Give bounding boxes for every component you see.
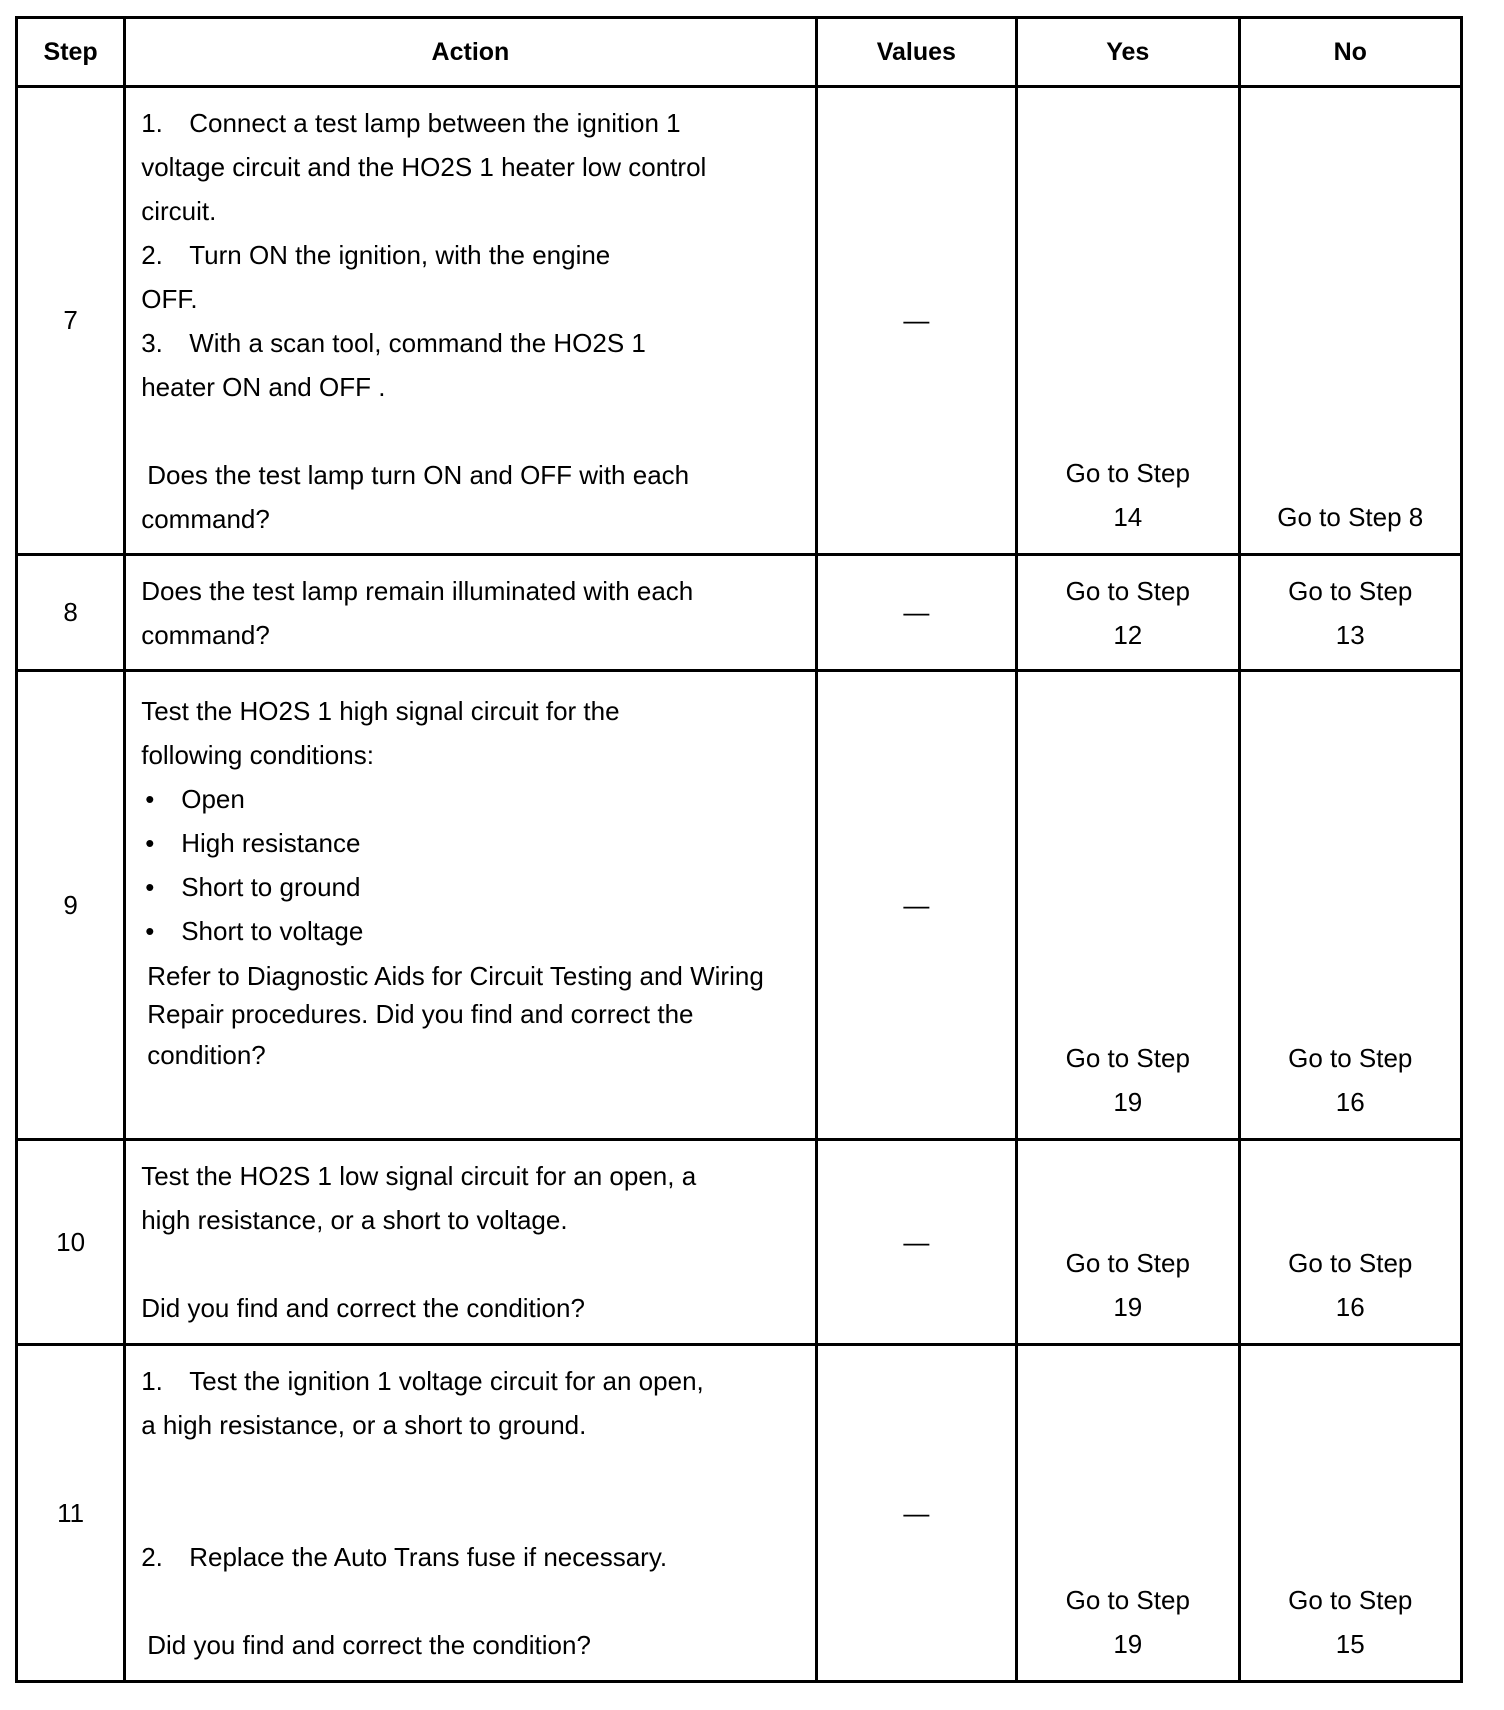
item-text: With a scan tool, command the HO2S 1 [189,327,646,358]
header-no: No [1239,18,1462,87]
values-cell: — [816,1345,1016,1682]
intro-text: high resistance, or a short to voltage. [141,1205,568,1235]
no-cell [1239,87,1462,555]
values-cell: — [816,1140,1016,1345]
yes-cell [1017,1140,1239,1345]
no-cell [1239,1140,1462,1345]
question-text: Refer to Diagnostic Aids for Circuit Testing and Wiring [147,961,764,991]
yes-result-line: 19 [1113,1629,1143,1659]
action-item [141,321,804,365]
intro-text: following conditions: [141,740,374,770]
bullet-text: Short to ground [181,872,361,902]
action-cell [125,1140,816,1345]
yes-result-line: Go to Step [1065,1248,1190,1278]
table-row [17,671,1462,1140]
no-result-line: Go to Step [1288,1248,1413,1278]
step-number: 8 [17,555,125,671]
item-continuation: OFF. [141,283,198,314]
item-number: 1. [141,1366,163,1396]
item-text: Turn ON the ignition, with the engine [189,239,611,270]
header-yes: Yes [1017,18,1239,87]
table-row [17,1140,1462,1345]
item-continuation: heater ON and OFF . [141,371,386,402]
bullet-item [141,821,804,865]
yes-result-line: Go to Step [1065,458,1190,488]
yes-result-line: 19 [1113,1087,1143,1117]
action-item [141,1359,804,1403]
yes-result-line: Go to Step [1065,1043,1190,1073]
item-number: 2. [141,1542,163,1572]
action-item [141,101,804,145]
intro-text: Test the HO2S 1 low signal circuit for an open, a [141,1161,697,1191]
yes-result-line: Go to Step [1065,575,1190,606]
question-text: Does the test lamp turn ON and OFF with each [147,459,690,490]
yes-result-line: 14 [1113,502,1143,532]
yes-result-line: 19 [1113,1292,1143,1322]
header-action: Action [125,18,816,87]
bullet-icon: • [145,828,155,858]
no-result-line: Go to Step [1288,1585,1413,1615]
intro-text: Test the HO2S 1 high signal circuit for the [141,696,620,726]
bullet-item [141,865,804,909]
action-item [141,1535,804,1579]
no-result-line: Go to Step 8 [1277,502,1424,532]
no-result-line: Go to Step [1288,1043,1413,1073]
step-number: 10 [17,1140,125,1345]
no-result-line: 16 [1335,1292,1365,1322]
values-cell: — [816,555,1016,671]
no-result-line: 13 [1335,619,1365,650]
no-cell [1239,555,1462,671]
action-cell [125,1345,816,1682]
question-text: Did you find and correct the condition? [141,1293,585,1323]
diagnostic-table [15,16,1463,1683]
yes-result-line: 12 [1113,619,1143,650]
bullet-icon: • [145,872,155,902]
bullet-text: High resistance [181,828,361,858]
no-cell [1239,1345,1462,1682]
item-continuation: a high resistance, or a short to ground. [141,1410,587,1440]
step-number: 7 [17,87,125,555]
yes-cell [1017,555,1239,671]
table-row [17,87,1462,555]
action-cell [125,671,816,1140]
bullet-item [141,909,804,953]
bullet-text: Open [181,784,245,814]
no-result-line: 16 [1335,1087,1365,1117]
item-text: Test the ignition 1 voltage circuit for an open, [189,1366,704,1396]
bullet-item [141,777,804,821]
bullet-icon: • [145,916,155,946]
question-text: Did you find and correct the condition? [147,1630,591,1660]
yes-cell [1017,1345,1239,1682]
bullet-icon: • [145,784,155,814]
step-number: 11 [17,1345,125,1682]
yes-cell [1017,671,1239,1140]
item-continuation: voltage circuit and the HO2S 1 heater low control [141,151,707,182]
header-row [17,18,1462,87]
values-cell: — [816,671,1016,1140]
step-number: 9 [17,671,125,1140]
item-text: Connect a test lamp between the ignition 1 [189,107,681,138]
item-number: 2. [141,239,163,270]
bullet-text: Short to voltage [181,916,364,946]
question-text: Does the test lamp remain illuminated with each [141,575,694,606]
question-text: command? [141,619,270,650]
question-text: command? [141,503,270,534]
header-step: Step [17,18,125,87]
no-result-line: 15 [1335,1629,1365,1659]
action-item [141,233,804,277]
no-cell [1239,671,1462,1140]
yes-result-line: Go to Step [1065,1585,1190,1615]
table-row [17,1345,1462,1682]
action-cell [125,555,816,671]
question-text: Repair procedures. Did you find and correct the [147,999,694,1029]
header-values: Values [816,18,1016,87]
values-cell: — [816,87,1016,555]
action-cell [125,87,816,555]
item-text: Replace the Auto Trans fuse if necessary. [189,1542,668,1572]
item-number: 1. [141,107,163,138]
table-row [17,555,1462,671]
item-number: 3. [141,327,163,358]
item-continuation: circuit. [141,195,217,226]
yes-cell [1017,87,1239,555]
no-result-line: Go to Step [1288,575,1413,606]
question-text: condition? [147,1040,266,1070]
